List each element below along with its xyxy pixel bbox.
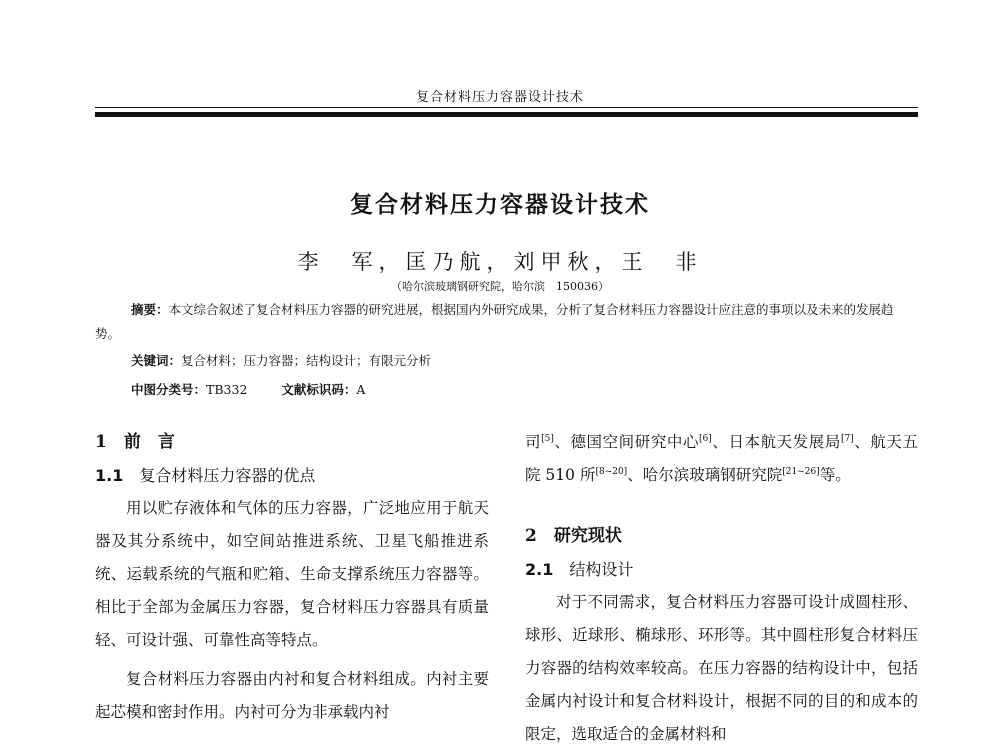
left-paragraph-2: 复合材料压力容器由内衬和复合材料组成。内衬主要起芯模和密封作用。内衬可分为非承载内衬 [95,670,489,721]
cont-text-4: 、航天五院 510 所 [525,433,918,484]
document-code-label: 文献标识码： [281,382,357,397]
cont-text-5: 、哈尔滨玻璃钢研究院 [627,466,783,484]
ref-21-26: [21~26] [782,467,820,477]
abstract-text: 本文综合叙述了复合材料压力容器的研究进展，根据国内外研究成果，分析了复合材料压力容器设计应注意的事项以及未来的发展趋势。 [95,302,894,341]
section-2-1-number: 2.1 [525,560,554,579]
section-1-1-heading [95,459,489,492]
section-2-heading: 2 研究现状 [525,526,622,546]
authors: 李 军，匡乃航，刘甲秋，王 非 [297,250,703,274]
section-2-1-title: 结构设计 [569,560,634,579]
classification [131,380,365,398]
left-column [95,426,489,729]
keywords-text: 复合材料；压力容器；结构设计；有限元分析 [181,353,432,368]
keywords-label: 关键词： [131,353,182,368]
cont-text-3: 、日本航天发展局 [711,433,841,451]
right-paragraph-1: 对于不同需求，复合材料压力容器可设计成圆柱形、球形、近球形、椭球形、环形等。其中圆柱形复合材料压力容器的结构效率较高。在压力容器的结构设计中，包括金属内衬设计和复合材料设计，根据不同的目的和成本的限定，选取适合的金属材料和 [525,593,918,743]
ref-6: [6] [699,434,712,444]
affiliation: （哈尔滨玻璃钢研究院，哈尔滨 150036） [391,280,609,293]
section-2-1-heading [525,553,918,586]
ref-5: [5] [541,434,554,444]
header-rule-thin [95,107,918,108]
ref-8-20: [8~20] [595,467,628,477]
classification-label: 中图分类号： [131,382,207,397]
ref-7: [7] [840,434,854,444]
header-rule-thick [95,112,918,117]
section-1-heading: 1 前 言 [95,432,175,452]
cont-text-6: 等。 [819,466,851,484]
classification-code: TB332 [206,382,248,397]
abstract [95,298,918,346]
section-1-1-number: 1.1 [95,466,124,485]
running-head: 复合材料压力容器设计技术 [415,90,584,105]
left-paragraph-1: 用以贮存液体和气体的压力容器，广泛地应用于航天器及其分系统中，如空间站推进系统、卫星飞船推进系统、运载系统的气瓶和贮箱、生命支撑系统压力容器等。相比于全部为金属压力容器，复合材料压力容器具有质量轻、可设计强、可靠性高等特点。 [95,499,489,649]
keywords [131,351,431,369]
cont-text-2: 、德国空间研究中心 [553,433,700,451]
right-continuation [525,426,918,492]
abstract-label: 摘要： [131,302,169,317]
document-code: A [356,382,366,397]
paper-title: 复合材料压力容器设计技术 [350,192,650,218]
right-column [525,426,918,751]
section-1-1-title: 复合材料压力容器的优点 [139,466,316,485]
cont-text-1: 司 [525,433,542,451]
